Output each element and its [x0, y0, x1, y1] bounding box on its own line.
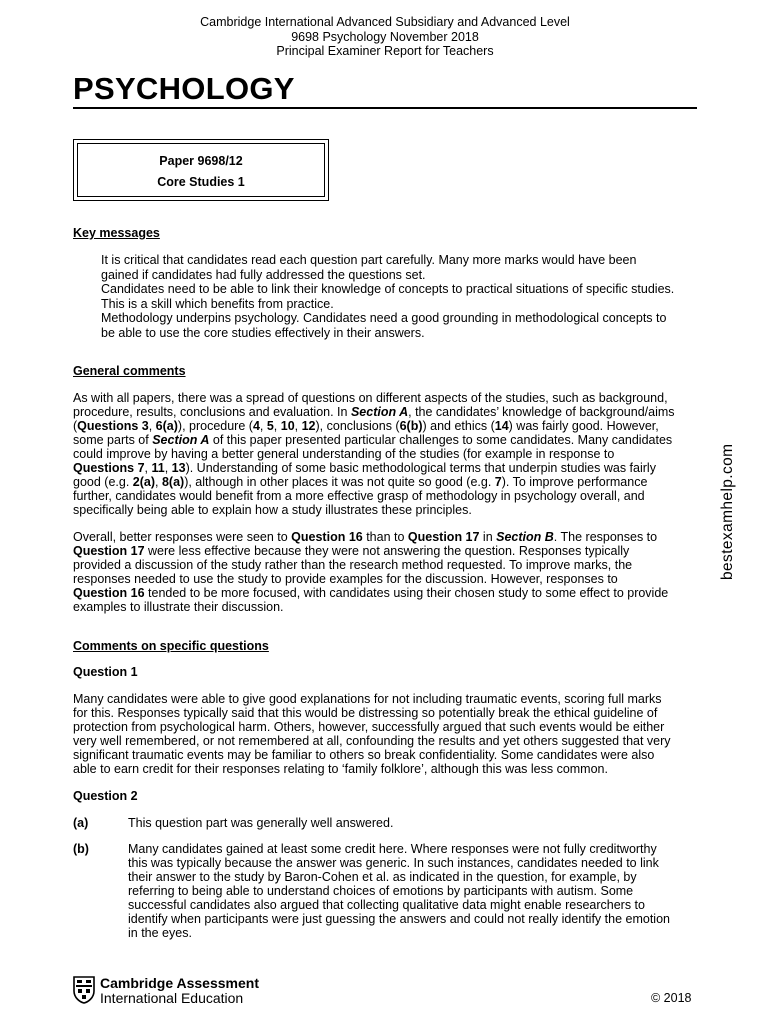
text-line: some parts of Section A of this paper presented particular challenges to some candidates. Many candidates: [73, 433, 673, 447]
page-header: [73, 15, 697, 59]
text-line: identify when participants were just guessing the answers and could not really identify the emotion: [128, 912, 670, 926]
emphasis: 6(a): [155, 419, 178, 433]
text-line: As with all papers, there was a spread of questions on different aspects of the studies, such as background,: [73, 391, 668, 405]
header-line-3: Principal Examiner Report for Teachers: [276, 44, 494, 58]
title-rule: [73, 107, 697, 109]
emphasis: Section B: [496, 530, 554, 544]
text-line: This question part was generally well answered.: [128, 816, 394, 830]
emphasis: 7: [494, 475, 502, 489]
page-title: PSYCHOLOGY: [73, 71, 295, 106]
specific-questions-heading: Comments on specific questions: [73, 639, 269, 653]
text-line: procedure, results, conclusions and evaluation. In Section A, the candidates’ knowledge of background/aims: [73, 405, 675, 419]
text-line: in the eyes.: [128, 926, 192, 940]
emphasis: 10: [280, 419, 295, 433]
key-message-2-line-1: Candidates need to be able to link their knowledge of concepts to practical situations of specific studies.: [101, 282, 675, 297]
text-line: able to earn credit for their responses relating to ‘family folklore’, although this was less common.: [73, 762, 608, 776]
header-line-1: Cambridge International Advanced Subsidiary and Advanced Level: [200, 15, 570, 29]
side-watermark: bestexamhelp.com: [719, 443, 736, 580]
emphasis: 6(b): [399, 419, 423, 433]
text-line: Many candidates were able to give good explanations for not including traumatic events, scoring full marks: [73, 692, 662, 706]
question-2b-text: [128, 842, 697, 940]
emphasis: Question 17: [73, 544, 145, 558]
text-line: specifically being able to explain how a study illustrates these principles.: [73, 503, 472, 517]
key-messages-heading: Key messages: [73, 226, 160, 240]
text-line: (Questions 3, 6(a)), procedure (4, 5, 10, 12), conclusions (6(b)) and ethics (14) was fairly good. However,: [73, 419, 659, 433]
question-2-heading: Question 2: [73, 789, 138, 803]
emphasis: 8(a): [161, 475, 185, 489]
text-line: further, candidates would benefit from a more effective grasp of methodology in psychology overall, and: [73, 489, 645, 503]
general-comments-heading: General comments: [73, 364, 186, 378]
text-line: their answer to the study by Baron-Cohen et al. as indicated in the question, for example, by: [128, 870, 637, 884]
text-line: Question 17 were less effective because they were not answering the question. Responses typically: [73, 544, 630, 558]
paper-box: [73, 139, 329, 201]
crest-icon: [73, 976, 95, 1004]
text-line: very well remembered, or not remembered at all, confounding the results and yet others suggested that very: [73, 734, 671, 748]
text-line: Questions 7, 11, 13). Understanding of some basic methodological terms that underpin studies was fairly: [73, 461, 656, 475]
emphasis: Questions 3: [77, 419, 149, 433]
paper-name: Core Studies 1: [157, 175, 245, 189]
text-line: provided a discussion of the study rather than the research method requested. To improve marks, the: [73, 558, 633, 572]
question-1-heading: Question 1: [73, 665, 138, 679]
emphasis: 2(a): [132, 475, 155, 489]
emphasis: Question 17: [407, 530, 480, 544]
general-paragraph-1: [73, 391, 697, 517]
key-message-3-line-2: be able to use the core studies effectively in their answers.: [101, 325, 425, 340]
emphasis: Questions 7: [73, 461, 145, 475]
question-2b-label: (b): [73, 842, 89, 856]
text-line: this was typically because the answer was generic. In such instances, candidates needed to link: [128, 856, 659, 870]
text-line: Question 16 tended to be more focused, with candidates using their chosen study to some effect to provide: [73, 586, 669, 600]
copyright: © 2018: [651, 991, 692, 1005]
paper-number: Paper 9698/12: [159, 154, 243, 168]
text-line: Many candidates gained at least some credit here. Where responses were not fully creditworthy: [128, 842, 657, 856]
emphasis: Question 16: [291, 530, 363, 544]
question-1-paragraph: [73, 692, 697, 776]
text-line: protection from psychological harm. Others, however, successfully argued that such events would be either: [73, 720, 665, 734]
key-message-1-line-2: gained if candidates had fully addressed the questions set.: [101, 267, 426, 282]
text-line: referring to being able to understand choices of emotions by participants with autism. Some: [128, 884, 634, 898]
emphasis: 13: [171, 461, 186, 475]
text-line: responses needed to use the study to provide examples for the discussion. However, responses to: [73, 572, 618, 586]
key-messages-list: [101, 253, 697, 341]
text-line: significant traumatic events may be familiar to others so break confidentiality. Some candidates were also: [73, 748, 655, 762]
key-message-1-line-1: It is critical that candidates read each question part carefully. Many more marks would have been: [101, 253, 637, 267]
key-message-2-line-2: This is a skill which benefits from practice.: [101, 296, 334, 311]
emphasis: 14: [494, 419, 509, 433]
emphasis: 5: [266, 419, 274, 433]
question-2a-label: (a): [73, 816, 89, 830]
emphasis: 4: [252, 419, 260, 433]
emphasis: Question 16: [73, 586, 145, 600]
emphasis: Section A: [152, 433, 210, 447]
emphasis: Section A: [350, 405, 409, 419]
key-message-3-line-1: Methodology underpins psychology. Candidates need a good grounding in methodological concepts to: [101, 311, 667, 326]
text-line: examples to illustrate their discussion.: [73, 600, 284, 614]
footer-logo: [73, 975, 273, 1007]
emphasis: 11: [151, 461, 165, 475]
general-paragraph-2: [73, 530, 697, 614]
text-line: could improve by having a better general understanding of the studies (for example in response to: [73, 447, 615, 461]
header-line-2: 9698 Psychology November 2018: [291, 29, 479, 44]
text-line: Overall, better responses were seen to Question 16 than to Question 17 in Section B. The responses to: [73, 530, 658, 544]
logo-line-2: International Education: [100, 990, 244, 1006]
question-2a-text: [128, 816, 697, 830]
text-line: good (e.g. 2(a), 8(a)), although in other places it was not quite so good (e.g. 7). To improve performance: [73, 475, 648, 489]
logo-line-1: Cambridge Assessment: [100, 975, 259, 991]
text-line: successful candidates also argued that collecting qualitative data might enable researchers to: [128, 898, 645, 912]
emphasis: 12: [301, 419, 316, 433]
text-line: for this. Responses typically said that this would be distressing so potentially break the ethical guideline of: [73, 706, 658, 720]
